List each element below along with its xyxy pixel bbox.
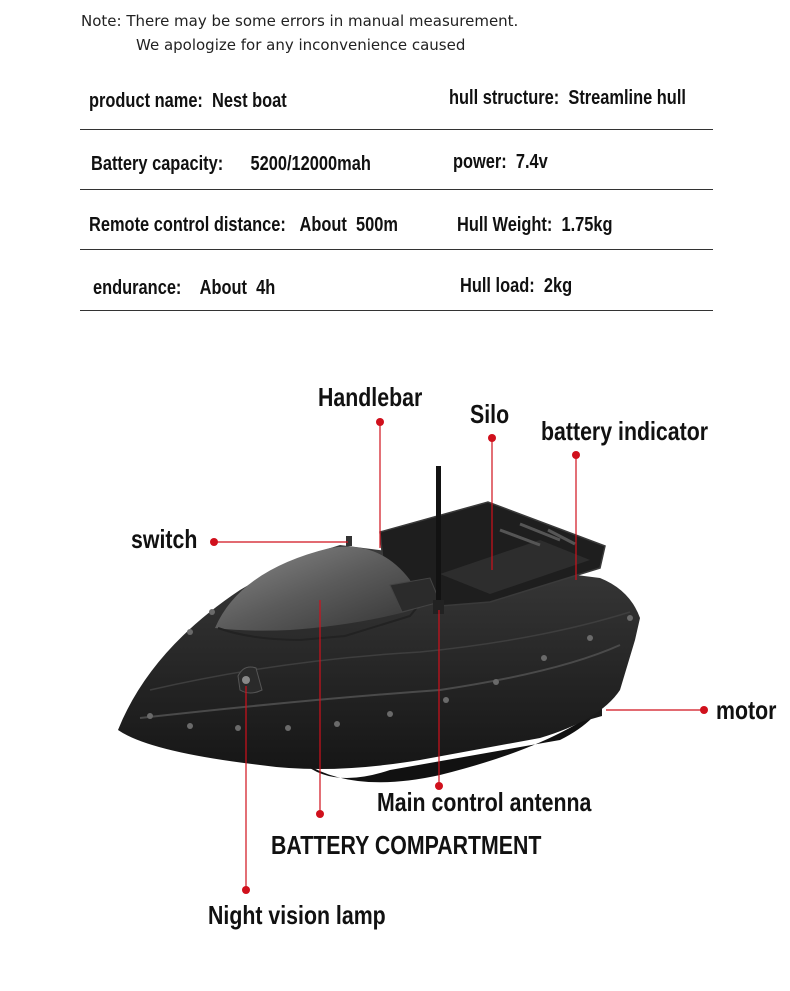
label-main-control-antenna: Main control antenna (377, 787, 592, 817)
spec-value-number: 500 (355, 214, 384, 236)
spec-value-prefix: About (199, 277, 248, 299)
spec-value-unit: m (383, 214, 398, 236)
spec-key: Remote control distance: (89, 214, 286, 236)
spec-key: Hull Weight: (457, 214, 553, 236)
note-line-2: We apologize for any inconvenience caused (136, 36, 466, 54)
spec-value: 2kg (543, 275, 573, 297)
label-switch: switch (131, 524, 198, 554)
spec-value: Streamline hull (568, 87, 686, 109)
spec-key: endurance: (93, 277, 182, 299)
label-battery-compartment: BATTERY COMPARTMENT (271, 830, 542, 860)
label-silo: Silo (470, 399, 510, 429)
spec-key: power: (453, 151, 507, 173)
spec-value-number: 4h (256, 277, 276, 299)
label-night-vision-lamp: Night vision lamp (208, 900, 386, 930)
spec-key: hull structure: (449, 87, 560, 109)
note-line-1: Note: There may be some errors in manual measurement. (81, 12, 519, 30)
boat-body (118, 466, 640, 782)
label-battery-indicator: battery indicator (541, 416, 709, 446)
spec-value: Nest boat (212, 90, 287, 112)
spec-key: Hull load: (460, 275, 535, 297)
spec-value: 5200/12000mah (250, 153, 371, 175)
spec-value-prefix: About (299, 214, 347, 236)
label-handlebar: Handlebar (318, 382, 423, 412)
spec-value: 7.4v (515, 151, 548, 173)
spec-key: Battery capacity: (91, 153, 224, 175)
spec-key: product name: (89, 90, 203, 112)
spec-value: 1.75kg (561, 214, 613, 236)
label-motor: motor (716, 695, 777, 725)
